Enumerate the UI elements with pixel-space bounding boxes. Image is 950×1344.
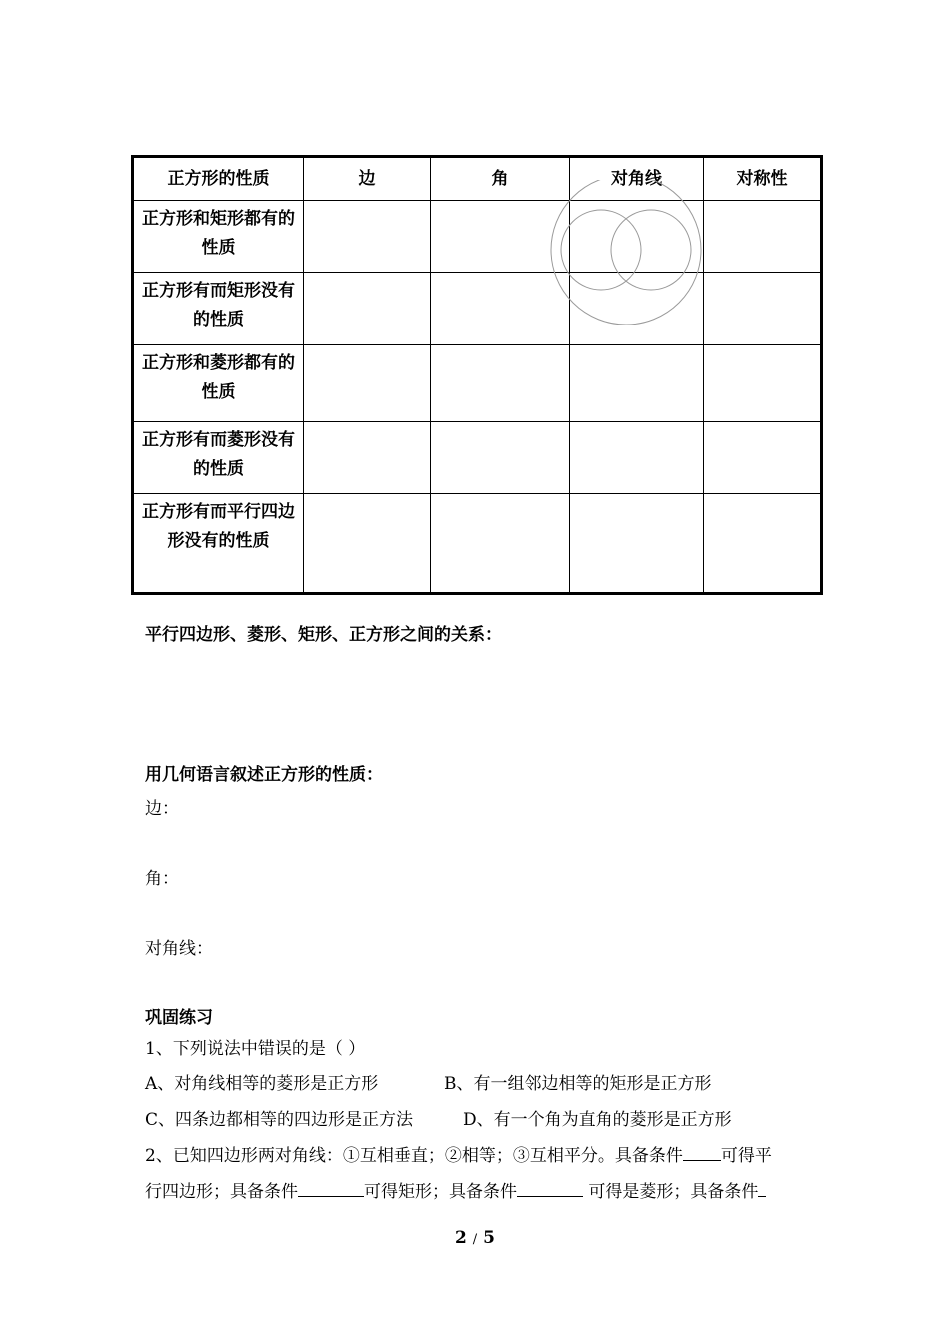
table-cell[interactable] [570,273,704,345]
table-cell[interactable] [304,494,431,594]
table-row [133,201,822,273]
question-2-text-3: 行四边形；具备条件 [145,1182,298,1202]
page-current: 2 [455,1228,467,1248]
geometry-side-label: 边： [145,799,179,819]
table-cell[interactable] [570,422,704,494]
header-angle: 角 [431,157,570,201]
row-label: 正方形有而菱形没有的性质 [133,422,304,494]
table-cell[interactable] [704,273,822,345]
table-row [133,273,822,345]
table-header-row [133,157,822,201]
table-row [133,494,822,594]
question-1-option-c: C、四条边都相等的四边形是正方法 [145,1110,414,1130]
question-2-line-2 [145,1177,766,1202]
table-cell[interactable] [304,422,431,494]
question-1: 1、下列说法中错误的是（ ） [145,1039,366,1059]
table-cell[interactable] [431,422,570,494]
properties-table [131,155,823,595]
table-cell[interactable] [431,201,570,273]
header-symmetry: 对称性 [704,157,822,201]
question-1-option-a: A、对角线相等的菱形是正方形 [145,1074,379,1094]
table-cell[interactable] [704,494,822,594]
table-row [133,345,822,422]
table-cell[interactable] [570,345,704,422]
geometry-title: 用几何语言叙述正方形的性质： [145,765,383,785]
question-2-text-1: 2、已知四边形两对角线：①互相垂直；②相等；③互相平分。具备条件 [145,1146,683,1166]
geometry-angle-label: 角： [145,869,179,889]
question-2-text-2: 可得平 [720,1146,772,1166]
table-cell[interactable] [704,422,822,494]
row-label: 正方形有而平行四边形没有的性质 [133,494,304,594]
answer-blank-parallelogram[interactable] [683,1142,721,1161]
practice-title: 巩固练习 [145,1008,213,1028]
header-side: 边 [304,157,431,201]
page-separator: / [472,1232,478,1247]
row-label: 正方形和菱形都有的性质 [133,345,304,422]
table-cell[interactable] [431,345,570,422]
question-2-text-4: 可得矩形；具备条件 [364,1182,517,1202]
question-1-option-b: B、有一组邻边相等的矩形是正方形 [444,1074,712,1094]
answer-blank-rhombus[interactable] [517,1178,583,1197]
question-1-option-d: D、有一个角为直角的菱形是正方形 [463,1110,732,1130]
table-cell[interactable] [431,494,570,594]
table-cell[interactable] [570,201,704,273]
page-number [0,1228,950,1248]
relation-title: 平行四边形、菱形、矩形、正方形之间的关系： [145,625,502,645]
table-cell[interactable] [304,345,431,422]
header-diagonal: 对角线 [570,157,704,201]
page-total: 5 [483,1228,495,1248]
table-cell[interactable] [304,273,431,345]
table-cell[interactable] [304,201,431,273]
table-cell[interactable] [704,345,822,422]
table-cell[interactable] [431,273,570,345]
table-row [133,422,822,494]
header-properties: 正方形的性质 [133,157,304,201]
row-label: 正方形和矩形都有的性质 [133,201,304,273]
geometry-diagonal-label: 对角线： [145,939,213,959]
table-cell[interactable] [704,201,822,273]
answer-blank-rectangle[interactable] [298,1178,364,1197]
table-cell[interactable] [570,494,704,594]
row-label: 正方形有而矩形没有的性质 [133,273,304,345]
question-2-line-1 [145,1141,772,1166]
answer-blank-square[interactable] [758,1178,766,1197]
question-2-text-5: 可得是菱形；具备条件 [583,1182,759,1202]
